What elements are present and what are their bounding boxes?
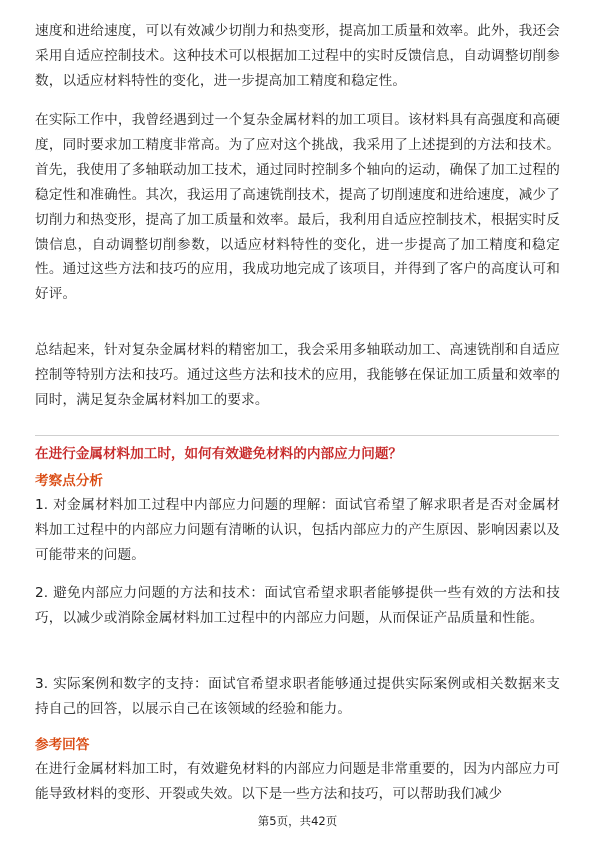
- reference-answer-text: 在进行金属材料加工时，有效避免材料的内部应力问题是非常重要的，因为内部应力可能导致材料的变形、开裂或失效。以下是一些方法和技巧，可以帮助我们减少: [35, 761, 560, 802]
- body-paragraph: 总结起来，针对复杂金属材料的精密加工，我会采用多轴联动加工、高速铣削和自适应控制等特别方法和技巧。通过这些方法和技术的应用，我能够在保证加工质量和效率的同时，满足复杂金属材料加工的要求。: [35, 342, 560, 408]
- analysis-item: 1. 对金属材料加工过程中内部应力问题的理解：面试官希望了解求职者是否对金属材料加工过程中的内部应力问题有清晰的认识，包括内部应力的产生原因、影响因素以及可能带来的问题。: [35, 497, 560, 563]
- body-paragraph: 速度和进给速度，可以有效减少切削力和热变形，提高加工质量和效率。此外，我还会采用自适应控制技术。这种技术可以根据加工过程中的实时反馈信息，自动调整切削参数，以适应材料特性的变化，进一步提高加工精度和稳定性。: [35, 23, 560, 89]
- page-number-footer: 第5页，共42页: [257, 814, 338, 828]
- section-divider: [35, 435, 559, 436]
- analysis-item: 2. 避免内部应力问题的方法和技术：面试官希望求职者能够提供一些有效的方法和技巧，以减少或消除金属材料加工过程中的内部应力问题，从而保证产品质量和性能。: [35, 585, 560, 626]
- body-paragraph: 在实际工作中，我曾经遇到过一个复杂金属材料的加工项目。该材料具有高强度和高硬度，同时要求加工精度非常高。为了应对这个挑战，我采用了上述提到的方法和技术。首先，我使用了多轴联动加工技术，通过同时控制多个轴向的运动，确保了加工过程的稳定性和准确性。其次，我运用了高速铣削技术，提高了切削速度和进给速度，减少了切削力和热变形，提高了加工质量和效率。最后，我利用自适应控制技术，根据实时反馈信息，自动调整切削参数，以适应材料特性的变化，进一步提高了加工精度和稳定性。通过这些方法和技巧的应用，我成功地完成了该项目，并得到了客户的高度认可和好评。: [35, 112, 560, 303]
- reference-answer-title: 参考回答: [35, 737, 90, 753]
- analysis-title: 考察点分析: [35, 473, 103, 489]
- analysis-item: 3. 实际案例和数字的支持：面试官希望求职者能够通过提供实际案例或相关数据来支持自己的回答，以展示自己在该领域的经验和能力。: [35, 676, 560, 717]
- question-heading: 在进行金属材料加工时，如何有效避免材料的内部应力问题？: [35, 446, 403, 462]
